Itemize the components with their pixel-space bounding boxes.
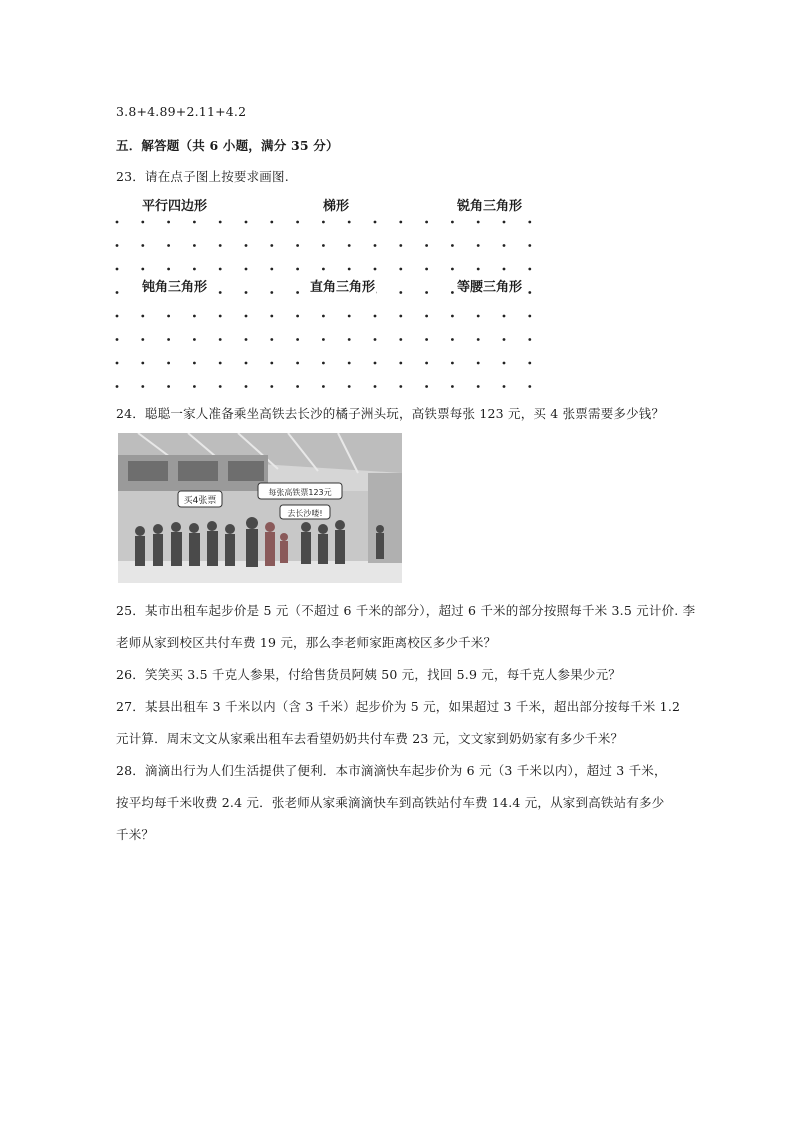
grid-dot [245,244,248,247]
grid-dot [116,385,119,388]
grid-dot [193,315,196,318]
grid-dot [451,268,454,271]
grid-dot [296,291,299,294]
grid-dot [270,221,273,224]
grid-dot [399,362,402,365]
grid-dot [348,385,351,388]
grid-dot [503,338,506,341]
grid-dot [141,221,144,224]
grid-dot [348,244,351,247]
grid-dot [528,362,531,365]
grid-dot [374,362,377,365]
label-right-triangle: 直角三角形 [309,276,376,295]
grid-dot [374,338,377,341]
bubble-go-text: 去长沙喽! [287,509,323,518]
grid-dot [167,268,170,271]
grid-dot [270,362,273,365]
grid-dot [425,338,428,341]
label-obtuse-triangle: 钝角三角形 [141,276,208,295]
grid-dot [477,362,480,365]
grid-dot [348,268,351,271]
grid-dot [503,244,506,247]
q25-line2: 老师从家到校区共付车费 19 元，那么李老师家距离校区多少千米？ [116,635,497,650]
station-scene-svg [118,433,402,583]
grid-dot [270,315,273,318]
q25-line1: 25．某市出租车起步价是 5 元（不超过 6 千米的部分），超过 6 千米的部分按照每千米 3.5 元计价. 李 [116,603,696,618]
grid-dot [374,315,377,318]
grid-dot [477,244,480,247]
grid-dot [193,385,196,388]
grid-dot [219,362,222,365]
grid-dot [348,315,351,318]
grid-dot [322,338,325,341]
grid-dot [425,315,428,318]
expression-line: 3.8+4.89+2.11+4.2 [116,104,247,119]
grid-dot [451,362,454,365]
grid-dot [193,338,196,341]
grid-dot [451,291,454,294]
grid-dot [193,268,196,271]
grid-dot [425,291,428,294]
grid-dot [374,268,377,271]
grid-dot [374,244,377,247]
grid-dot [451,315,454,318]
dot-grid-svg [112,205,542,390]
grid-dot [141,244,144,247]
grid-dot [503,221,506,224]
grid-dot [425,244,428,247]
grid-dot [141,338,144,341]
grid-dot [503,385,506,388]
q26-line1: 26．笑笑买 3.5 千克人参果，付给售货员阿姨 50 元，找回 5.9 元，每千克人参果少元？ [116,667,622,682]
grid-dot [219,338,222,341]
q28-line2: 按平均每千米收费 2.4 元．张老师从家乘滴滴快车到高铁站付车费 14.4 元，从家到高铁站有多少 [116,795,665,810]
grid-dot [193,362,196,365]
grid-dot [503,268,506,271]
grid-dot [245,385,248,388]
grid-dot [270,385,273,388]
grid-dot [116,362,119,365]
grid-dot [219,315,222,318]
grid-dot [296,385,299,388]
grid-dot [425,362,428,365]
grid-dot [245,268,248,271]
grid-dot [141,385,144,388]
grid-dot [348,338,351,341]
q27-line2: 元计算．周末文文从家乘出租车去看望奶奶共付车费 23 元，文文家到奶奶家有多少千米？ [116,731,624,746]
grid-dot [451,244,454,247]
grid-dot [141,268,144,271]
grid-dot [374,385,377,388]
dot-grid [112,205,542,390]
q23-text: 23．请在点子图上按要求画图. [116,169,289,184]
grid-dot [477,268,480,271]
grid-dot [296,268,299,271]
grid-dot [451,385,454,388]
q27-line1: 27．某县出租车 3 千米以内（含 3 千米）起步价为 5 元，如果超过 3 千米，超出部分按每千米 1.2 [116,699,681,714]
grid-dot [116,315,119,318]
grid-dot [219,221,222,224]
q28-line3: 千米？ [116,827,155,842]
grid-dot [399,221,402,224]
grid-dot [167,315,170,318]
grid-dot [528,268,531,271]
grid-dot [116,291,119,294]
bubble-price-text: 每张高铁票123元 [268,488,332,497]
grid-dot [477,385,480,388]
grid-dot [399,338,402,341]
grid-dot [399,244,402,247]
grid-dot [167,338,170,341]
grid-dot [348,362,351,365]
grid-dot [167,362,170,365]
grid-dot [270,338,273,341]
grid-dot [399,268,402,271]
grid-dot [528,385,531,388]
grid-dot [322,221,325,224]
grid-dot [322,268,325,271]
grid-dot [270,268,273,271]
grid-dot [116,221,119,224]
grid-dot [245,315,248,318]
grid-dot [296,338,299,341]
section-title: 五．解答题（共 6 小题，满分 35 分） [116,138,339,153]
grid-dot [528,315,531,318]
q24-text: 24．聪聪一家人准备乘坐高铁去长沙的橘子洲头玩，高铁票每张 123 元，买 4 张票需要多少钱？ [116,406,665,421]
grid-dot [322,362,325,365]
grid-dot [451,338,454,341]
grid-dot [528,291,531,294]
grid-dot [167,244,170,247]
grid-dot [322,315,325,318]
grid-dot [219,291,222,294]
grid-dot [425,268,428,271]
grid-dot [141,315,144,318]
grid-dot [219,244,222,247]
grid-dot [167,385,170,388]
grid-dot [322,244,325,247]
grid-dot [528,221,531,224]
grid-dot [425,221,428,224]
grid-dot [322,385,325,388]
grid-dot [116,244,119,247]
grid-dot [348,221,351,224]
q28-line1: 28．滴滴出行为人们生活提供了便利．本市滴滴快车起步价为 6 元（3 千米以内），超过 3 千米， [116,763,667,778]
grid-dot [477,338,480,341]
grid-dot [399,385,402,388]
grid-dot [193,221,196,224]
grid-dot [141,362,144,365]
grid-dot [503,362,506,365]
grid-dot [399,315,402,318]
grid-dot [296,221,299,224]
grid-dot [116,338,119,341]
grid-dot [528,244,531,247]
label-acute-triangle: 锐角三角形 [456,195,523,214]
grid-dot [296,362,299,365]
grid-dot [425,385,428,388]
grid-dot [245,291,248,294]
grid-dot [116,268,119,271]
train-station-illustration [118,433,402,583]
grid-dot [245,362,248,365]
grid-dot [296,315,299,318]
grid-dot [219,268,222,271]
label-trapezoid: 梯形 [322,195,350,214]
label-parallelogram: 平行四边形 [141,195,208,214]
label-isosceles-triangle: 等腰三角形 [456,276,523,295]
grid-dot [167,221,170,224]
grid-dot [296,244,299,247]
grid-dot [245,221,248,224]
grid-dot [503,315,506,318]
grid-dot [245,338,248,341]
grid-dot [528,338,531,341]
grid-dot [477,315,480,318]
grid-dot [270,244,273,247]
grid-dot [270,291,273,294]
grid-dot [451,221,454,224]
grid-dot [219,385,222,388]
grid-dot [374,221,377,224]
grid-dot [477,221,480,224]
bubble-buy-text: 买4张票 [183,496,217,506]
grid-dot [193,244,196,247]
grid-dot [399,291,402,294]
